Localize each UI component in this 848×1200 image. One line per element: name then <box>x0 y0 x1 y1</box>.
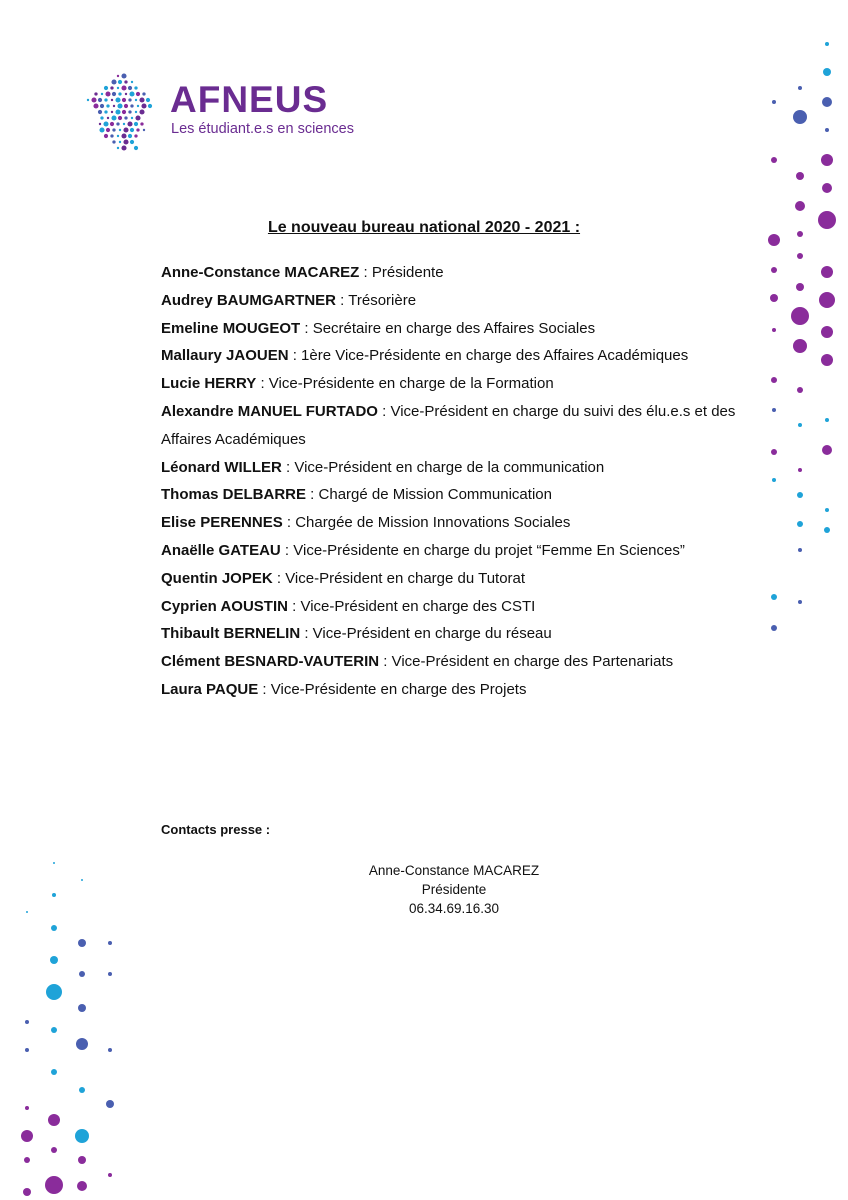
decorative-dot <box>76 1038 88 1050</box>
decorative-dot <box>119 141 121 143</box>
decorative-dot <box>94 92 97 95</box>
decorative-dot <box>146 98 150 102</box>
member-name: Thomas DELBARRE <box>161 486 307 504</box>
decorative-dot <box>46 984 62 1000</box>
france-dots-logo-icon <box>78 68 164 154</box>
decorative-dot <box>771 267 777 273</box>
member-row <box>161 342 751 370</box>
decorative-dot <box>122 110 126 114</box>
member-role: : 1ère Vice-Présidente en charge des Affaires Académiques <box>288 347 689 365</box>
decorative-dot <box>798 600 802 604</box>
decorative-dot <box>124 104 128 108</box>
member-role: : Vice-Président en charge de la communication <box>281 458 605 476</box>
member-name: Mallaury JAOUEN <box>161 347 289 365</box>
member-row <box>161 259 751 287</box>
decorative-dot <box>93 103 98 108</box>
decorative-dot <box>119 129 121 131</box>
decorative-dot <box>134 134 137 137</box>
decorative-dot <box>772 478 776 482</box>
decorative-dot <box>48 1114 60 1126</box>
member-row <box>161 370 751 398</box>
decorative-dot <box>112 128 115 131</box>
decorative-dot <box>125 93 127 95</box>
decorative-dot <box>51 1027 57 1033</box>
decorative-dot <box>821 154 833 166</box>
decorative-dot <box>139 97 144 102</box>
decorative-dot <box>121 73 126 78</box>
decorative-dot <box>100 116 103 119</box>
decorative-dot <box>771 157 777 163</box>
logo-name: AFNEUS <box>170 79 329 120</box>
decorative-dot <box>117 87 119 89</box>
decorative-dot <box>143 129 145 131</box>
decorative-dot <box>117 103 122 108</box>
decorative-dot <box>822 183 832 193</box>
afneus-logo <box>78 68 358 154</box>
decorative-dot <box>78 1004 86 1012</box>
decorative-dot <box>45 1176 63 1194</box>
decorative-dot <box>798 86 802 90</box>
decorative-dot <box>115 109 120 114</box>
decorative-dot <box>771 594 777 600</box>
member-role: : Vice-Président en charge du suivi des élu.e.s et des Affaires Académiques <box>161 402 736 448</box>
member-role: : Vice-Présidente en charge de la Formation <box>256 375 554 393</box>
decorative-dot <box>772 328 776 332</box>
decorative-dot <box>78 939 86 947</box>
decorative-dot <box>77 1181 87 1191</box>
decorative-dot <box>142 92 145 95</box>
member-row <box>161 565 751 593</box>
decorative-dot <box>136 92 140 96</box>
decorative-dot <box>107 117 109 119</box>
decorative-dot <box>104 86 108 90</box>
decorative-dot <box>772 408 776 412</box>
member-row <box>161 648 751 676</box>
decorative-dot <box>797 253 803 259</box>
decorative-dot <box>105 91 110 96</box>
decorative-dot <box>136 128 139 131</box>
decorative-dot <box>798 548 802 552</box>
decorative-dot <box>821 354 833 366</box>
member-role: : Vice-Président en charge des CSTI <box>287 597 536 615</box>
decorative-dot <box>121 133 126 138</box>
decorative-dot <box>139 109 144 114</box>
decorative-dot <box>134 146 138 150</box>
decorative-dot <box>123 139 128 144</box>
decorative-dot <box>825 128 829 132</box>
decorative-dot <box>127 121 132 126</box>
decorative-dots-right <box>760 30 848 650</box>
decorative-dot <box>104 98 107 101</box>
decorative-dot <box>25 1048 29 1052</box>
decorative-dot <box>108 1173 112 1177</box>
decorative-dot <box>98 110 102 114</box>
decorative-dot <box>98 98 102 102</box>
decorative-dot <box>130 104 133 107</box>
decorative-dot <box>118 92 121 95</box>
decorative-dot <box>771 449 777 455</box>
decorative-dot <box>130 128 134 132</box>
decorative-dot <box>825 42 829 46</box>
decorative-dot <box>135 99 137 101</box>
member-row <box>161 620 751 648</box>
member-row <box>161 481 751 509</box>
decorative-dot <box>821 266 833 278</box>
member-row <box>161 593 751 621</box>
decorative-dot <box>110 122 114 126</box>
decorative-dot <box>116 122 119 125</box>
decorative-dot <box>821 326 833 338</box>
contacts-label: Contacts presse : <box>161 822 271 837</box>
member-name: Anne-Constance MACAREZ <box>161 264 360 281</box>
decorative-dot <box>117 147 119 149</box>
decorative-dot <box>25 1020 29 1024</box>
decorative-dot <box>111 115 116 120</box>
decorative-dot <box>104 134 108 138</box>
decorative-dot <box>123 123 125 125</box>
decorative-dot <box>87 99 89 101</box>
page-title: Le nouveau bureau national 2020 - 2021 : <box>267 219 581 236</box>
decorative-dot <box>110 86 113 89</box>
decorative-dot <box>797 521 803 527</box>
member-name: Alexandre MANUEL FURTADO <box>161 402 378 420</box>
member-role: : Vice-Président en charge du réseau <box>300 625 552 643</box>
bureau-member-list <box>161 259 751 704</box>
member-row <box>161 315 751 343</box>
decorative-dot <box>51 925 57 931</box>
decorative-dot <box>117 135 119 137</box>
member-row <box>161 509 751 537</box>
decorative-dot <box>110 134 113 137</box>
decorative-dot <box>91 97 96 102</box>
decorative-dot <box>135 115 140 120</box>
decorative-dot <box>793 339 807 353</box>
member-row <box>161 676 751 704</box>
member-name: Lucie HERRY <box>161 375 257 393</box>
decorative-dot <box>823 68 831 76</box>
decorative-dot <box>131 117 133 119</box>
press-contact <box>0 861 848 918</box>
decorative-dot <box>111 79 116 84</box>
member-name: Clément BESNARD-VAUTERIN <box>161 653 380 671</box>
decorative-dot <box>51 1147 57 1153</box>
decorative-dot <box>123 127 128 132</box>
contact-name: Anne-Constance MACAREZ <box>368 863 540 878</box>
decorative-dot <box>115 97 120 102</box>
decorative-dot <box>798 468 802 472</box>
decorative-dot <box>24 1157 30 1163</box>
decorative-dot <box>793 110 807 124</box>
decorative-dot <box>135 111 137 113</box>
decorative-dot <box>130 140 134 144</box>
decorative-dot <box>825 418 829 422</box>
decorative-dot <box>75 1129 89 1143</box>
member-name: Cyprien AOUSTIN <box>161 597 288 615</box>
decorative-dot <box>101 93 103 95</box>
decorative-dot <box>124 80 127 83</box>
decorative-dot <box>108 1048 112 1052</box>
decorative-dot <box>128 110 131 113</box>
decorative-dot <box>111 111 113 113</box>
member-row <box>161 454 751 482</box>
member-name: Quentin JOPEK <box>161 569 273 587</box>
member-name: Emeline MOUGEOT <box>161 319 301 337</box>
decorative-dot <box>825 508 829 512</box>
decorative-dot <box>772 100 776 104</box>
member-name: Audrey BAUMGARTNER <box>161 291 337 309</box>
decorative-dot <box>795 201 805 211</box>
decorative-dot <box>797 492 803 498</box>
decorative-dot <box>100 104 104 108</box>
decorative-dot <box>798 423 802 427</box>
member-role: : Présidente <box>359 264 444 281</box>
decorative-dot <box>797 387 803 393</box>
decorative-dot <box>131 81 133 83</box>
member-role: : Vice-Président en charge des Partenariats <box>379 653 674 671</box>
decorative-dot <box>103 121 108 126</box>
decorative-dot <box>122 98 126 102</box>
member-row <box>161 287 751 315</box>
member-role: : Vice-Président en charge du Tutorat <box>272 569 526 587</box>
decorative-dot <box>106 128 110 132</box>
decorative-dot <box>134 122 138 126</box>
decorative-dot <box>23 1188 31 1196</box>
contact-position: Présidente <box>421 882 487 897</box>
decorative-dot <box>106 104 109 107</box>
member-name: Elise PERENNES <box>161 514 283 532</box>
decorative-dot <box>771 625 777 631</box>
decorative-dot <box>796 283 804 291</box>
decorative-dot <box>112 92 116 96</box>
decorative-dot <box>117 75 119 77</box>
decorative-dot <box>108 941 112 945</box>
member-name: Thibault BERNELIN <box>161 625 301 643</box>
decorative-dot <box>128 86 132 90</box>
decorative-dot <box>113 105 115 107</box>
decorative-dot <box>99 127 104 132</box>
decorative-dot <box>108 972 112 976</box>
decorative-dot <box>141 103 146 108</box>
decorative-dot <box>148 104 152 108</box>
decorative-dot <box>819 292 835 308</box>
member-role: : Chargée de Mission Innovations Sociales <box>282 514 571 532</box>
decorative-dot <box>128 134 132 138</box>
decorative-dot <box>824 527 830 533</box>
decorative-dot <box>118 116 122 120</box>
decorative-dot <box>796 172 804 180</box>
decorative-dot <box>21 1130 33 1142</box>
member-role: : Secrétaire en charge des Affaires Sociales <box>300 319 596 337</box>
decorative-dot <box>137 105 139 107</box>
decorative-dot <box>129 91 134 96</box>
decorative-dot <box>25 1106 29 1110</box>
member-role: : Vice-Présidente en charge des Projets <box>258 680 527 698</box>
decorative-dot <box>50 956 58 964</box>
decorative-dot <box>771 377 777 383</box>
decorative-dot <box>79 971 85 977</box>
decorative-dot <box>124 116 127 119</box>
member-role: : Trésorière <box>336 291 417 309</box>
member-name: Léonard WILLER <box>161 458 282 476</box>
decorative-dot <box>140 122 143 125</box>
decorative-dot <box>112 140 115 143</box>
decorative-dot <box>770 294 778 302</box>
member-name: Anaëlle GATEAU <box>161 541 281 559</box>
decorative-dot <box>99 123 101 125</box>
decorative-dot <box>111 99 113 101</box>
decorative-dot <box>79 1087 85 1093</box>
decorative-dot <box>51 1069 57 1075</box>
member-name: Laura PAQUE <box>161 680 259 698</box>
decorative-dot <box>78 1156 86 1164</box>
decorative-dot <box>118 80 122 84</box>
decorative-dot <box>104 110 107 113</box>
member-role: : Vice-Présidente en charge du projet “Femme En Sciences” <box>280 541 685 559</box>
member-row <box>161 537 751 565</box>
decorative-dot <box>791 307 809 325</box>
contact-phone: 06.34.69.16.30 <box>408 901 500 916</box>
decorative-dot <box>106 1100 114 1108</box>
decorative-dot <box>128 98 131 101</box>
member-role: : Chargé de Mission Communication <box>306 486 552 504</box>
logo-tagline: Les étudiant.e.s en sciences <box>171 121 354 137</box>
decorative-dot <box>822 97 832 107</box>
decorative-dot <box>134 86 137 89</box>
decorative-dot <box>121 85 126 90</box>
decorative-dot <box>822 445 832 455</box>
decorative-dot <box>121 145 126 150</box>
member-row <box>161 398 751 454</box>
